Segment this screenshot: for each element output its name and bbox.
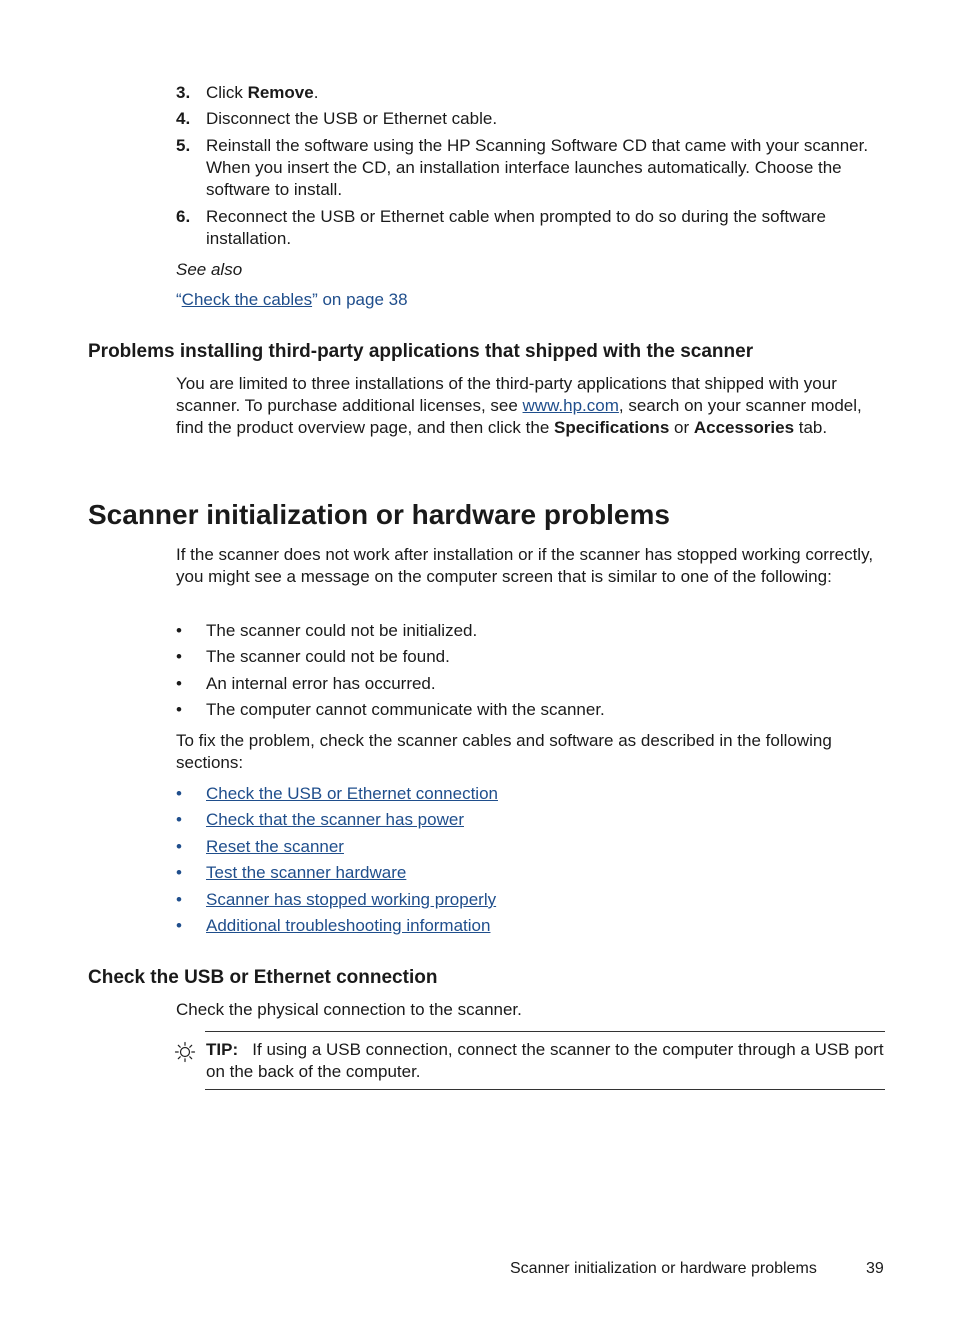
see-also-label: See also [176,260,243,279]
hp-website-link[interactable]: www.hp.com [522,396,619,415]
link-check-usb-ethernet[interactable]: Check the USB or Ethernet connection [206,784,498,803]
tip-text: TIP: If using a USB connection, connect the scanner to the computer through a USB port on the back of the computer. [206,1040,884,1081]
section-intro: If the scanner does not work after installation or if the scanner has stopped working correctly, you might see a message on the computer screen that is similar to one of the following: [176,545,874,586]
link-reset-scanner[interactable]: Reset the scanner [206,837,344,856]
tip-top-rule [205,1031,885,1032]
lightbulb-sun-icon [174,1041,196,1063]
fix-paragraph: To fix the problem, check the scanner cables and software as described in the following sections: [176,731,832,772]
step-text: Reconnect the USB or Ethernet cable when prompted to do so during the software installation. [206,207,826,248]
list-item: The scanner could not be found. [206,647,450,666]
remove-label: Remove [247,83,314,102]
link-check-power[interactable]: Check that the scanner has power [206,810,464,829]
step-text: Click Remove. [206,83,319,102]
list-item: The computer cannot communicate with the scanner. [206,700,605,719]
see-also-reference: “Check the cables” on page 38 [176,290,408,309]
link-additional-troubleshooting[interactable]: Additional troubleshooting information [206,916,491,935]
link-test-hardware[interactable]: Test the scanner hardware [206,863,407,882]
third-party-heading: Problems installing third-party applications that shipped with the scanner [88,341,754,362]
footer-title: Scanner initialization or hardware problems [510,1260,817,1277]
list-item: An internal error has occurred. [206,674,436,693]
tip-bottom-rule [205,1089,885,1090]
step-number: 6. [176,207,191,226]
page-number: 39 [866,1260,884,1277]
third-party-paragraph: You are limited to three installations of the third-party applications that shipped with your scanner. To purchase additional licenses, see www.hp.com, search on your scanner model, find the product overview page, and then click the Specifications or Accessories tab. [176,374,862,437]
check-cables-link[interactable]: Check the cables [181,290,313,309]
step-text: Reinstall the software using the HP Scanning Software CD that came with your scanner. When you insert the CD, an installation interface launches automatically. Choose the software to install. [206,136,869,199]
step-number: 4. [176,109,191,128]
step-text: Disconnect the USB or Ethernet cable. [206,109,498,128]
usb-paragraph: Check the physical connection to the scanner. [176,1000,522,1019]
step-number: 5. [176,136,191,155]
link-stopped-working[interactable]: Scanner has stopped working properly [206,890,497,909]
list-item: The scanner could not be initialized. [206,621,478,640]
step-number: 3. [176,83,191,102]
usb-heading: Check the USB or Ethernet connection [88,967,438,988]
section-title: Scanner initialization or hardware problems [88,499,670,530]
tip-label: TIP: [206,1040,239,1059]
